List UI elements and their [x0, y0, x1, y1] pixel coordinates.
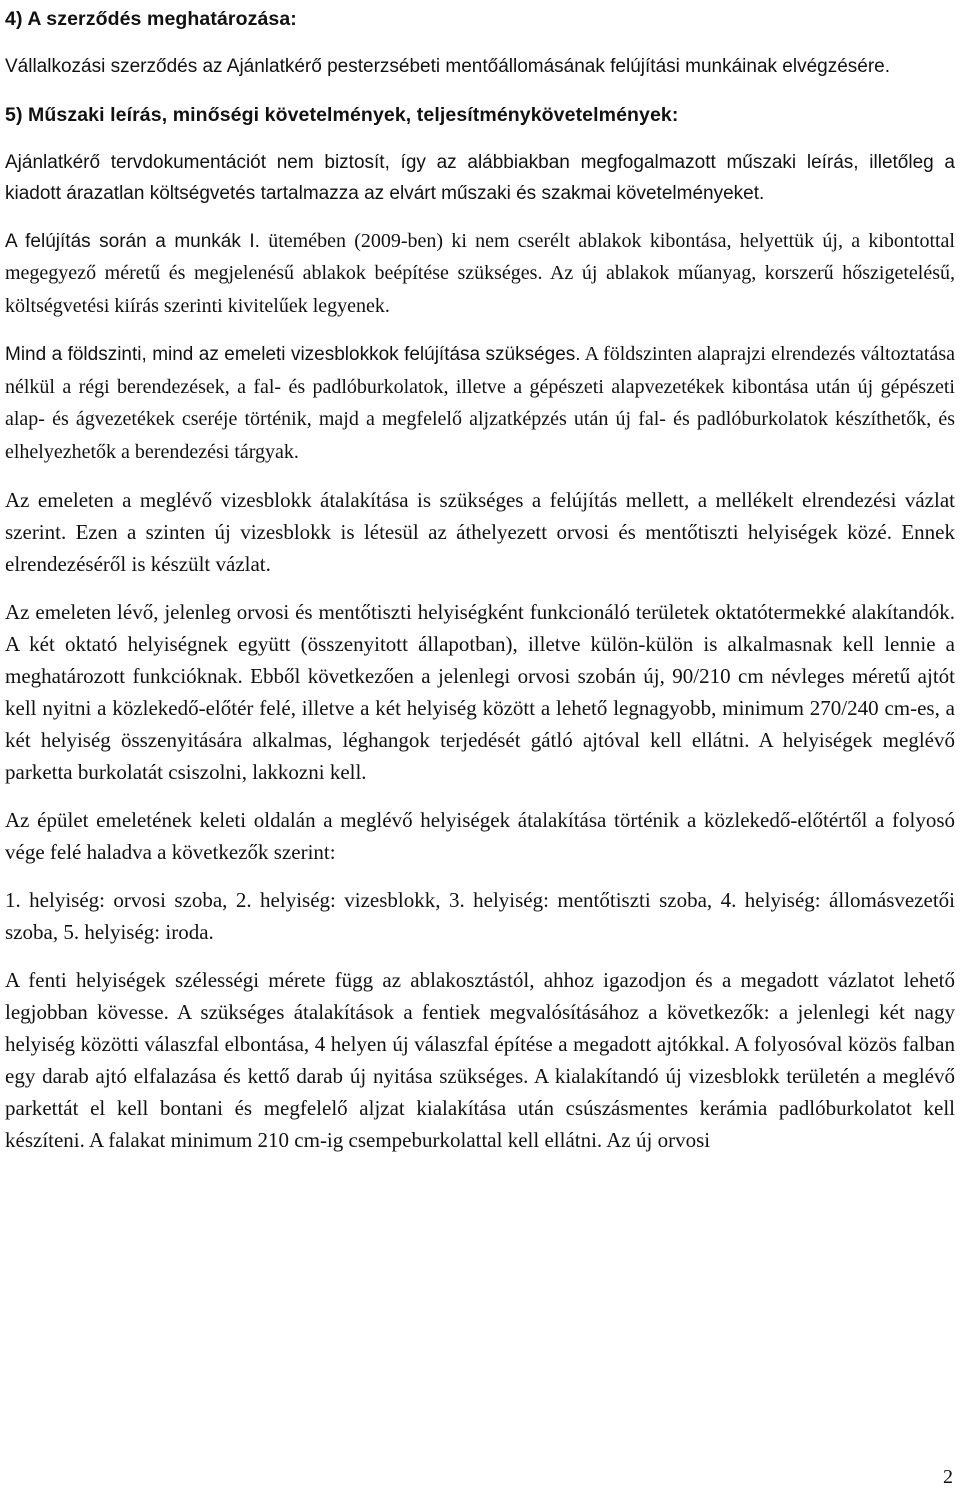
upper-floor-wet-block-paragraph: Az emeleten a meglévő vizesblokk átalakítása is szükséges a felújítás mellett, a mellékelt elrendezési vázlat szerint. Ezen a szinten új vizesblokk is létesül az áthelyezett orvosi és mentőtiszti helyiségek közé. Ennek elrendezéséről is készült vázlat. — [5, 488, 955, 576]
windows-paragraph-lead: A felújítás során a munkák I. — [5, 230, 260, 252]
windows-paragraph — [5, 225, 955, 323]
section-4-text: Vállalkozási szerződés az Ajánlatkérő pesterzsébeti mentőállomásának felújítási munkáinak elvégzésére. — [5, 56, 891, 77]
windows-paragraph-body: ütemében (2009-ben) ki nem cserélt ablakok kibontása, helyettük új, a kibontottal megegyező méretű és megjelenésű ablakok beépítése szükséges. Az új ablakok műanyag, korszerű hőszigetelésű, költségvetési kiírás szerinti kivitelűek legyenek. — [5, 229, 955, 317]
section-5-intro-paragraph: Ajánlatkérő tervdokumentációt nem biztosít, így az alábbiakban megfogalmazott műszaki leírás, illetőleg a kiadott árazatlan költségvetés tartalmazza az elvárt műszaki és szakmai követelményeket. — [5, 151, 955, 204]
wet-blocks-paragraph — [5, 338, 955, 468]
section-4-heading: 4) A szerződés meghatározása: — [5, 8, 297, 30]
east-side-paragraph: Az épület emeletének keleti oldalán a meglévő helyiségek átalakítása történik a közlekedő-előtértől a folyosó vége felé haladva a következők szerint: — [5, 808, 955, 864]
room-dimensions-paragraph: A fenti helyiségek szélességi mérete függ az ablakosztástól, ahhoz igazodjon és a megadott vázlatot lehető legjobban kövesse. A szükséges átalakítások a fentiek megvalósításához a következők: a jelenlegi két nagy helyiség közötti válaszfal elbontása, 4 helyen új válaszfal építése a megadott ajtókkal. A folyosóval közös falban egy darab ajtó elfalazása és kettő darab új nyitása szükséges. A kialakítandó új vizesblokk területén a meglévő parkettát el kell bontani és megfelelő aljzat kialakítása után csúszásmentes kerámia padlóburkolatot kell készíteni. A falakat minimum 210 cm-ig csempeburkolattal kell ellátni. Az új orvosi — [5, 968, 955, 1152]
room-list-paragraph: 1. helyiség: orvosi szoba, 2. helyiség: vizesblokk, 3. helyiség: mentőtiszti szoba, 4. helyiség: állomásvezetői szoba, 5. helyiség: iroda. — [5, 888, 955, 944]
wet-blocks-paragraph-lead: Mind a földszinti, mind az emeleti vizesblokkok felújítása szükséges. — [5, 344, 581, 365]
page-number: 2 — [943, 1466, 953, 1488]
training-rooms-paragraph: Az emeleten lévő, jelenleg orvosi és mentőtiszti helyiségként funkcionáló területek oktatótermekké alakítandók. A két oktató helyiségnek együtt (összenyitott állapotban), illetve külön-külön is alkalmasnak kell lennie a meghatározott funkcióknak. Ebből következően a jelenlegi orvosi szobán új, 90/210 cm névleges méretű ajtót kell nyitni a közlekedő-előtér felé, illetve a két helyiség között a lehető legnagyobb, minimum 270/240 cm-es, a két helyiség összenyitására alkalmas, léghangok terjedését gátló ajtóval kell ellátni. A helyiségek meglévő parketta burkolatát csiszolni, lakkozni kell. — [5, 600, 955, 784]
section-5-heading: 5) Műszaki leírás, minőségi követelmények, teljesítménykövetelmények: — [5, 103, 679, 126]
document-page — [5, 0, 955, 1156]
wet-blocks-paragraph-body: A földszinten alaprajzi elrendezés változtatása nélkül a régi berendezések, a fal- és padlóburkolatok, illetve a gépészeti alapvezetékek kibontása után új gépészeti alap- és ágvezetékek cseréje történik, majd a megfelelő aljzatképzés után új fal- és padlóburkolatok készíthetők, és elhelyezhetők a berendezési tárgyak. — [5, 343, 955, 463]
